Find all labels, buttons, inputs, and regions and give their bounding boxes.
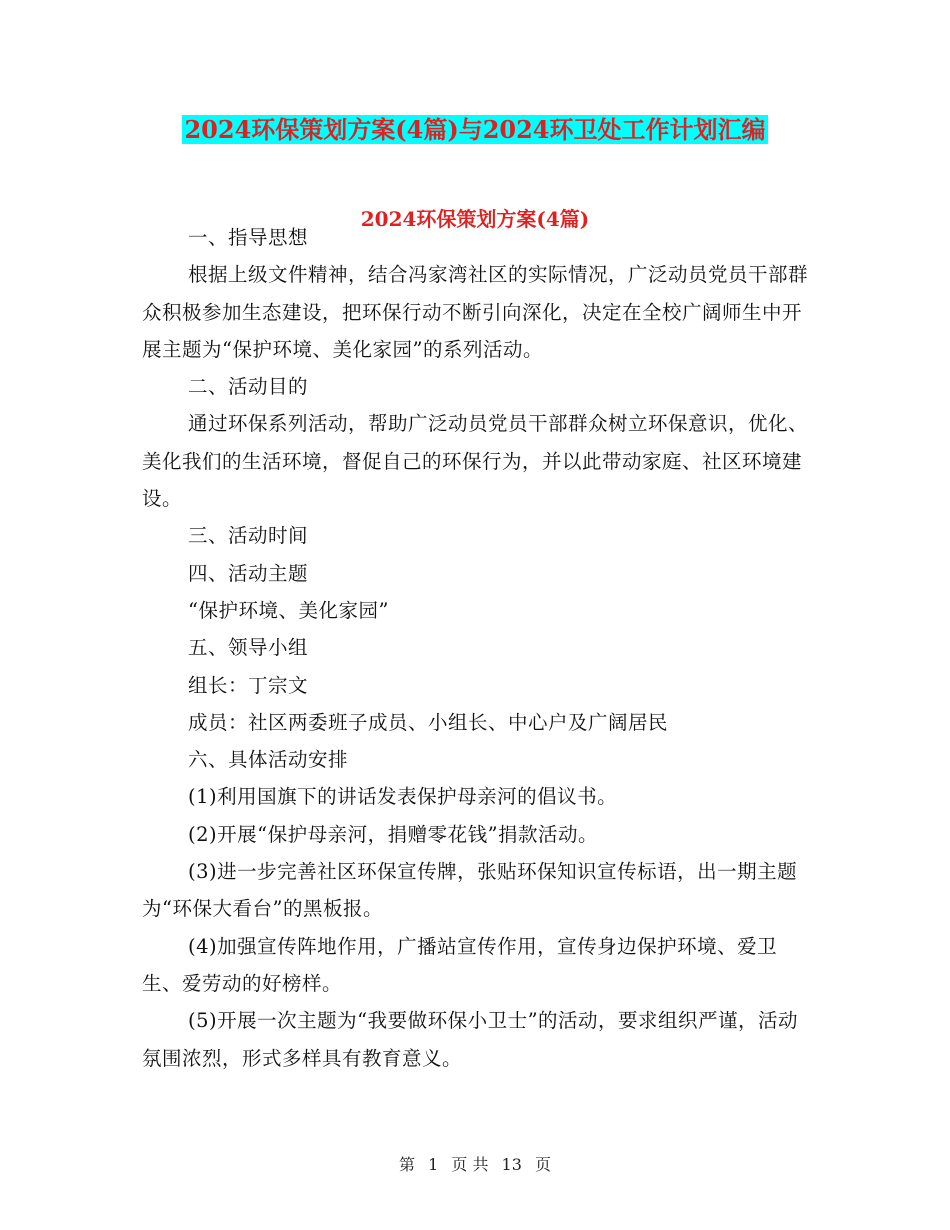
page-footer — [0, 1153, 950, 1177]
paragraph: 组长：丁宗文 — [188, 673, 309, 697]
section-title: 2024环保策划方案(4篇) — [360, 207, 590, 231]
footer-prefix: 第 — [398, 1155, 415, 1174]
main-title-text: 2024环保策划方案(4篇)与2024环卫处工作计划汇编 — [184, 115, 766, 144]
footer-suffix: 页 — [535, 1155, 552, 1174]
paragraph: 四、活动主题 — [188, 561, 309, 585]
document-body — [142, 219, 810, 1077]
paragraph: 三、活动时间 — [188, 524, 309, 548]
paragraph: (4)加强宣传阵地作用，广播站宣传作用，宣传身边保护环境、爱卫生、爱劳动的好榜样。 — [142, 934, 778, 995]
paragraph: 六、具体活动安排 — [188, 748, 349, 772]
paragraph: 一、指导思想 — [188, 226, 309, 249]
paragraph: 成员：社区两委班子成员、小组长、中心户及广阔居民 — [188, 710, 669, 734]
paragraph: 五、领导小组 — [188, 636, 309, 660]
paragraph: “保护环境、美化家园” — [188, 598, 389, 622]
paragraph: (3)进一步完善社区环保宣传牌，张贴环保知识宣传标语，出一期主题为“环保大看台”的黑板报。 — [142, 860, 798, 921]
paragraph: (5)开展一次主题为“我要做环保小卫士”的活动，要求组织严谨，活动氛围浓烈，形式多样具有教育意义。 — [142, 1009, 799, 1070]
footer-middle: 页 共 — [451, 1155, 489, 1174]
paragraph: 通过环保系列活动，帮助广泛动员党员干部群众树立环保意识，优化、美化我们的生活环境，督促自己的环保行为，并以此带动家庭、社区环境建设。 — [142, 412, 809, 511]
footer-total-pages: 13 — [501, 1155, 522, 1174]
document-main-title — [0, 112, 950, 148]
footer-page-number: 1 — [428, 1155, 439, 1174]
paragraph: (1)利用国旗下的讲话发表保护母亲河的倡议书。 — [188, 785, 618, 809]
paragraph: 二、活动目的 — [188, 375, 309, 399]
paragraph: (2)开展“保护母亲河，捐赠零花钱”捐款活动。 — [188, 822, 599, 846]
paragraph: 根据上级文件精神，结合冯家湾社区的实际情况，广泛动员党员干部群众积极参加生态建设，把环保行动不断引向深化，决定在全校广阔师生中开展主题为“保护环境、美化家园”的系列活动。 — [142, 263, 809, 361]
